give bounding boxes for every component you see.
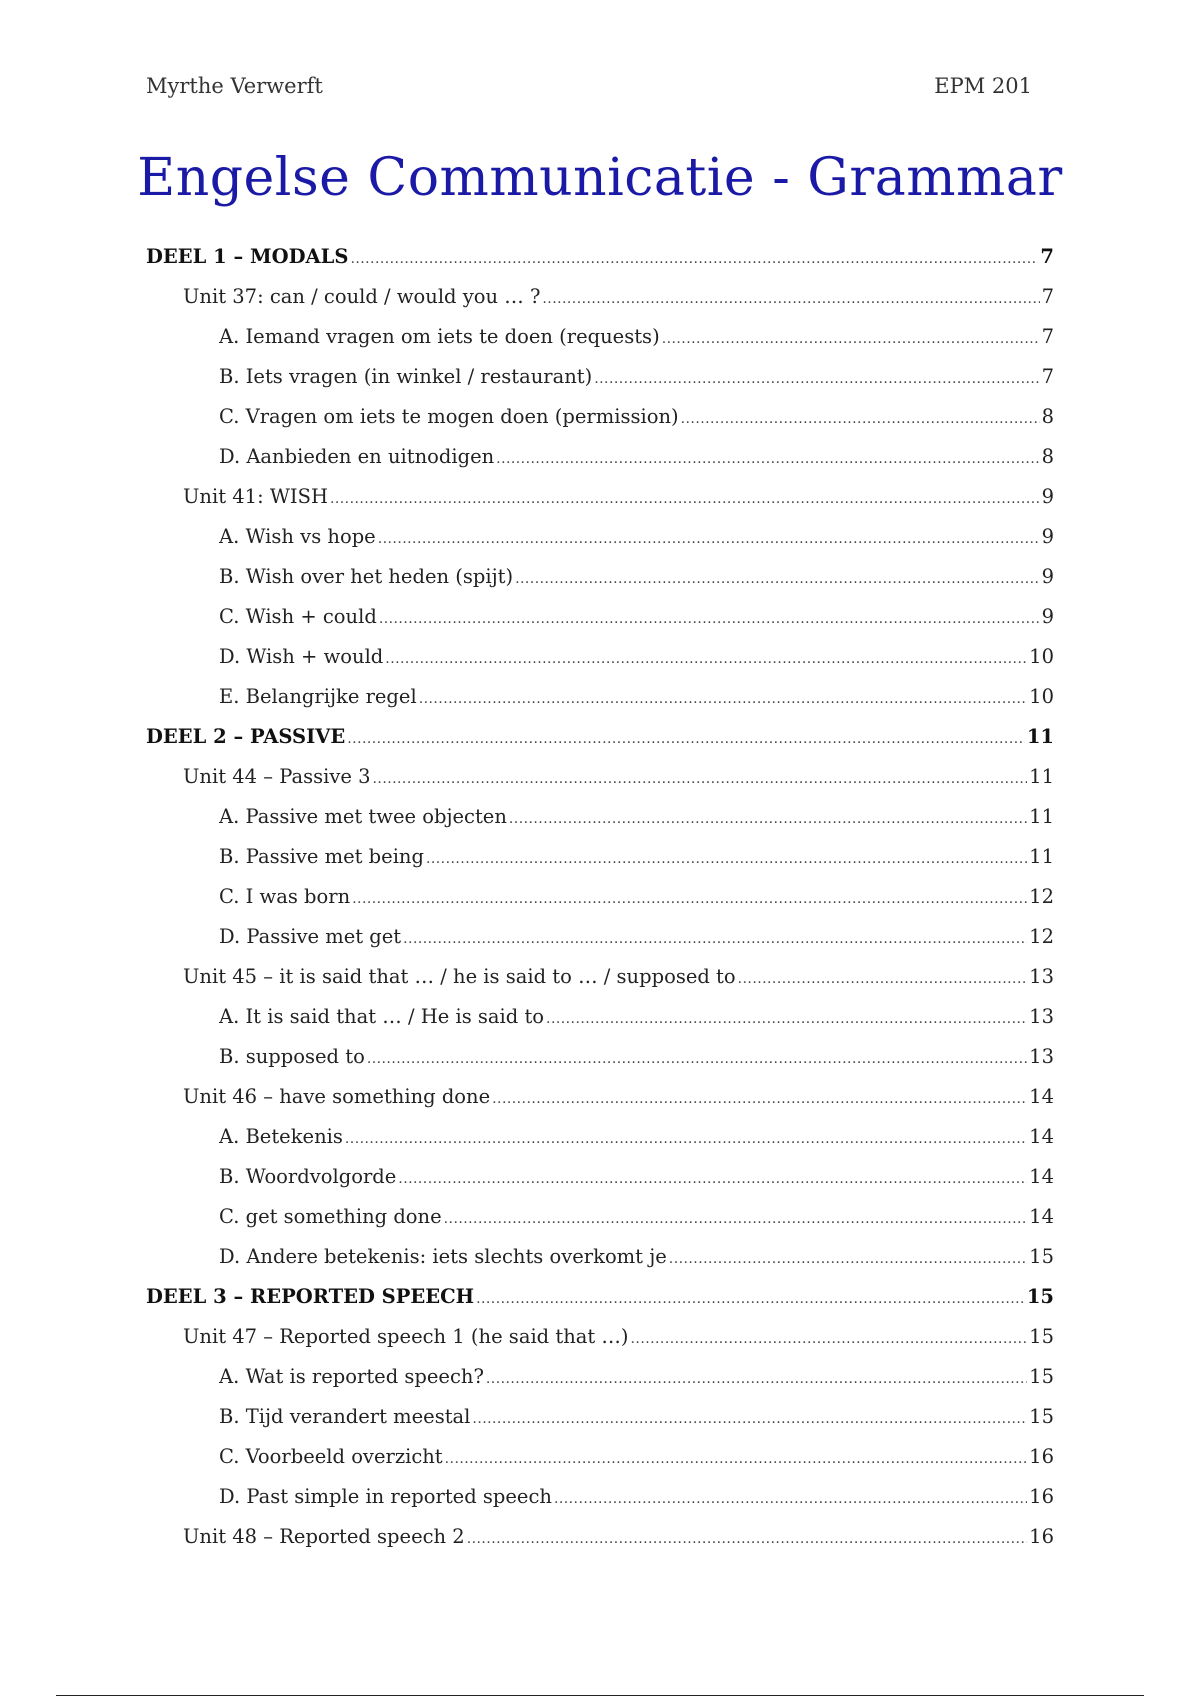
toc-entry-label: DEEL 2 – PASSIVE [146,725,346,748]
toc-subsection-entry[interactable] [146,445,1054,485]
toc-page-number: 11 [1026,725,1054,748]
toc-section-entry[interactable] [146,725,1054,765]
toc-page-number: 12 [1029,885,1054,908]
dot-leader [594,365,1039,388]
toc-subsection-entry[interactable] [146,1165,1054,1205]
toc-unit-entry[interactable] [146,485,1054,525]
toc-subsection-entry[interactable] [146,645,1054,685]
toc-page-number: 13 [1029,1045,1054,1068]
toc-entry-label: C. get something done [219,1205,442,1228]
toc-page-number: 11 [1029,765,1054,788]
dot-leader [681,405,1040,428]
toc-entry-label: D. Wish + would [219,645,384,668]
dot-leader [554,1485,1027,1508]
toc-page-number: 12 [1029,925,1054,948]
dot-leader [345,1125,1027,1148]
dot-leader [738,965,1028,988]
toc-entry-label: D. Aanbieden en uitnodigen [219,445,495,468]
toc-subsection-entry[interactable] [146,365,1054,405]
toc-entry-label: D. Andere betekenis: iets slechts overkomt je [219,1245,667,1268]
dot-leader [486,1365,1027,1388]
toc-unit-entry[interactable] [146,765,1054,805]
dot-leader [472,1405,1027,1428]
toc-subsection-entry[interactable] [146,925,1054,965]
toc-subsection-entry[interactable] [146,1005,1054,1045]
toc-entry-label: A. Iemand vragen om iets te doen (requests) [219,325,660,348]
toc-page-number: 14 [1029,1125,1054,1148]
toc-page-number: 9 [1041,525,1054,548]
author-name: Myrthe Verwerft [146,74,323,98]
dot-leader [398,1165,1027,1188]
dot-leader [419,685,1027,708]
toc-subsection-entry[interactable] [146,885,1054,925]
toc-entry-label: B. Iets vragen (in winkel / restaurant) [219,365,593,388]
toc-page-number: 14 [1029,1205,1054,1228]
toc-page-number: 16 [1029,1525,1054,1548]
toc-page-number: 11 [1029,845,1054,868]
toc-section-entry[interactable] [146,245,1054,285]
toc-page-number: 7 [1041,285,1054,308]
toc-subsection-entry[interactable] [146,405,1054,445]
dot-leader [403,925,1027,948]
toc-entry-label: Unit 44 – Passive 3 [183,765,371,788]
toc-page-number: 8 [1041,405,1054,428]
dot-leader [373,765,1028,788]
toc-page-number: 14 [1029,1165,1054,1188]
toc-page-number: 8 [1041,445,1054,468]
toc-subsection-entry[interactable] [146,325,1054,365]
toc-unit-entry[interactable] [146,1325,1054,1365]
dot-leader [330,485,1040,508]
toc-subsection-entry[interactable] [146,685,1054,725]
table-of-contents [146,245,1054,1565]
dot-leader [347,725,1025,748]
toc-page-number: 7 [1041,325,1054,348]
toc-subsection-entry[interactable] [146,1405,1054,1445]
dot-leader [378,525,1040,548]
toc-entry-label: C. I was born [219,885,351,908]
toc-subsection-entry[interactable] [146,525,1054,565]
toc-subsection-entry[interactable] [146,1485,1054,1525]
toc-subsection-entry[interactable] [146,1125,1054,1165]
toc-page-number: 13 [1029,965,1054,988]
toc-entry-label: B. Woordvolgorde [219,1165,397,1188]
toc-entry-label: A. Wish vs hope [219,525,376,548]
toc-page-number: 16 [1029,1445,1054,1468]
toc-page-number: 15 [1029,1245,1054,1268]
toc-entry-label: A. Passive met twee objecten [219,805,507,828]
course-code: EPM 201 [934,74,1032,98]
toc-entry-label: C. Voorbeeld overzicht [219,1445,443,1468]
dot-leader [515,565,1039,588]
toc-unit-entry[interactable] [146,285,1054,325]
toc-entry-label: B. supposed to [219,1045,365,1068]
toc-page-number: 7 [1040,245,1054,268]
toc-page-number: 14 [1029,1085,1054,1108]
toc-page-number: 7 [1041,365,1054,388]
toc-subsection-entry[interactable] [146,1445,1054,1485]
toc-subsection-entry[interactable] [146,1205,1054,1245]
dot-leader [631,1325,1028,1348]
toc-page-number: 9 [1041,485,1054,508]
dot-leader [662,325,1040,348]
toc-page-number: 16 [1029,1485,1054,1508]
toc-entry-label: Unit 37: can / could / would you … ? [183,285,541,308]
dot-leader [546,1005,1027,1028]
toc-page-number: 15 [1026,1285,1054,1308]
dot-leader [445,1445,1028,1468]
toc-entry-label: Unit 48 – Reported speech 2 [183,1525,465,1548]
dot-leader [379,605,1040,628]
dot-leader [476,1285,1025,1308]
toc-unit-entry[interactable] [146,1525,1054,1565]
toc-entry-label: A. Betekenis [219,1125,343,1148]
toc-entry-label: B. Passive met being [219,845,424,868]
toc-entry-label: E. Belangrijke regel [219,685,417,708]
toc-subsection-entry[interactable] [146,1365,1054,1405]
dot-leader [509,805,1027,828]
toc-entry-label: B. Wish over het heden (spijt) [219,565,514,588]
dot-leader [350,245,1038,268]
toc-page-number: 13 [1029,1005,1054,1028]
toc-entry-label: Unit 45 – it is said that … / he is said to … / supposed to [183,965,736,988]
toc-subsection-entry[interactable] [146,845,1054,885]
toc-entry-label: D. Past simple in reported speech [219,1485,552,1508]
dot-leader [444,1205,1028,1228]
document-title: Engelse Communicatie - Grammar [137,148,1063,208]
dot-leader [426,845,1027,868]
dot-leader [496,445,1039,468]
toc-page-number: 9 [1041,605,1054,628]
footer-divider [56,1695,1144,1696]
toc-entry-label: DEEL 1 – MODALS [146,245,349,268]
toc-page-number: 11 [1029,805,1054,828]
toc-entry-label: Unit 47 – Reported speech 1 (he said that …) [183,1325,629,1348]
toc-entry-label: Unit 46 – have something done [183,1085,491,1108]
toc-page-number: 9 [1041,565,1054,588]
toc-page-number: 15 [1029,1365,1054,1388]
toc-page-number: 15 [1029,1325,1054,1348]
toc-subsection-entry[interactable] [146,1245,1054,1285]
dot-leader [669,1245,1027,1268]
toc-section-entry[interactable] [146,1285,1054,1325]
toc-unit-entry[interactable] [146,965,1054,1005]
dot-leader [352,885,1027,908]
toc-entry-label: A. It is said that … / He is said to [219,1005,545,1028]
toc-subsection-entry[interactable] [146,565,1054,605]
dot-leader [367,1045,1027,1068]
toc-entry-label: C. Vragen om iets te mogen doen (permission) [219,405,679,428]
toc-entry-label: B. Tijd verandert meestal [219,1405,471,1428]
toc-unit-entry[interactable] [146,1085,1054,1125]
toc-page-number: 10 [1029,685,1054,708]
toc-entry-label: DEEL 3 – REPORTED SPEECH [146,1285,475,1308]
dot-leader [467,1525,1027,1548]
toc-entry-label: Unit 41: WISH [183,485,328,508]
toc-entry-label: C. Wish + could [219,605,377,628]
dot-leader [492,1085,1027,1108]
toc-entry-label: A. Wat is reported speech? [219,1365,484,1388]
toc-page-number: 10 [1029,645,1054,668]
toc-subsection-entry[interactable] [146,1045,1054,1085]
toc-subsection-entry[interactable] [146,605,1054,645]
dot-leader [385,645,1027,668]
toc-entry-label: D. Passive met get [219,925,402,948]
dot-leader [542,285,1039,308]
page-header [146,74,1032,104]
toc-subsection-entry[interactable] [146,805,1054,845]
toc-page-number: 15 [1029,1405,1054,1428]
